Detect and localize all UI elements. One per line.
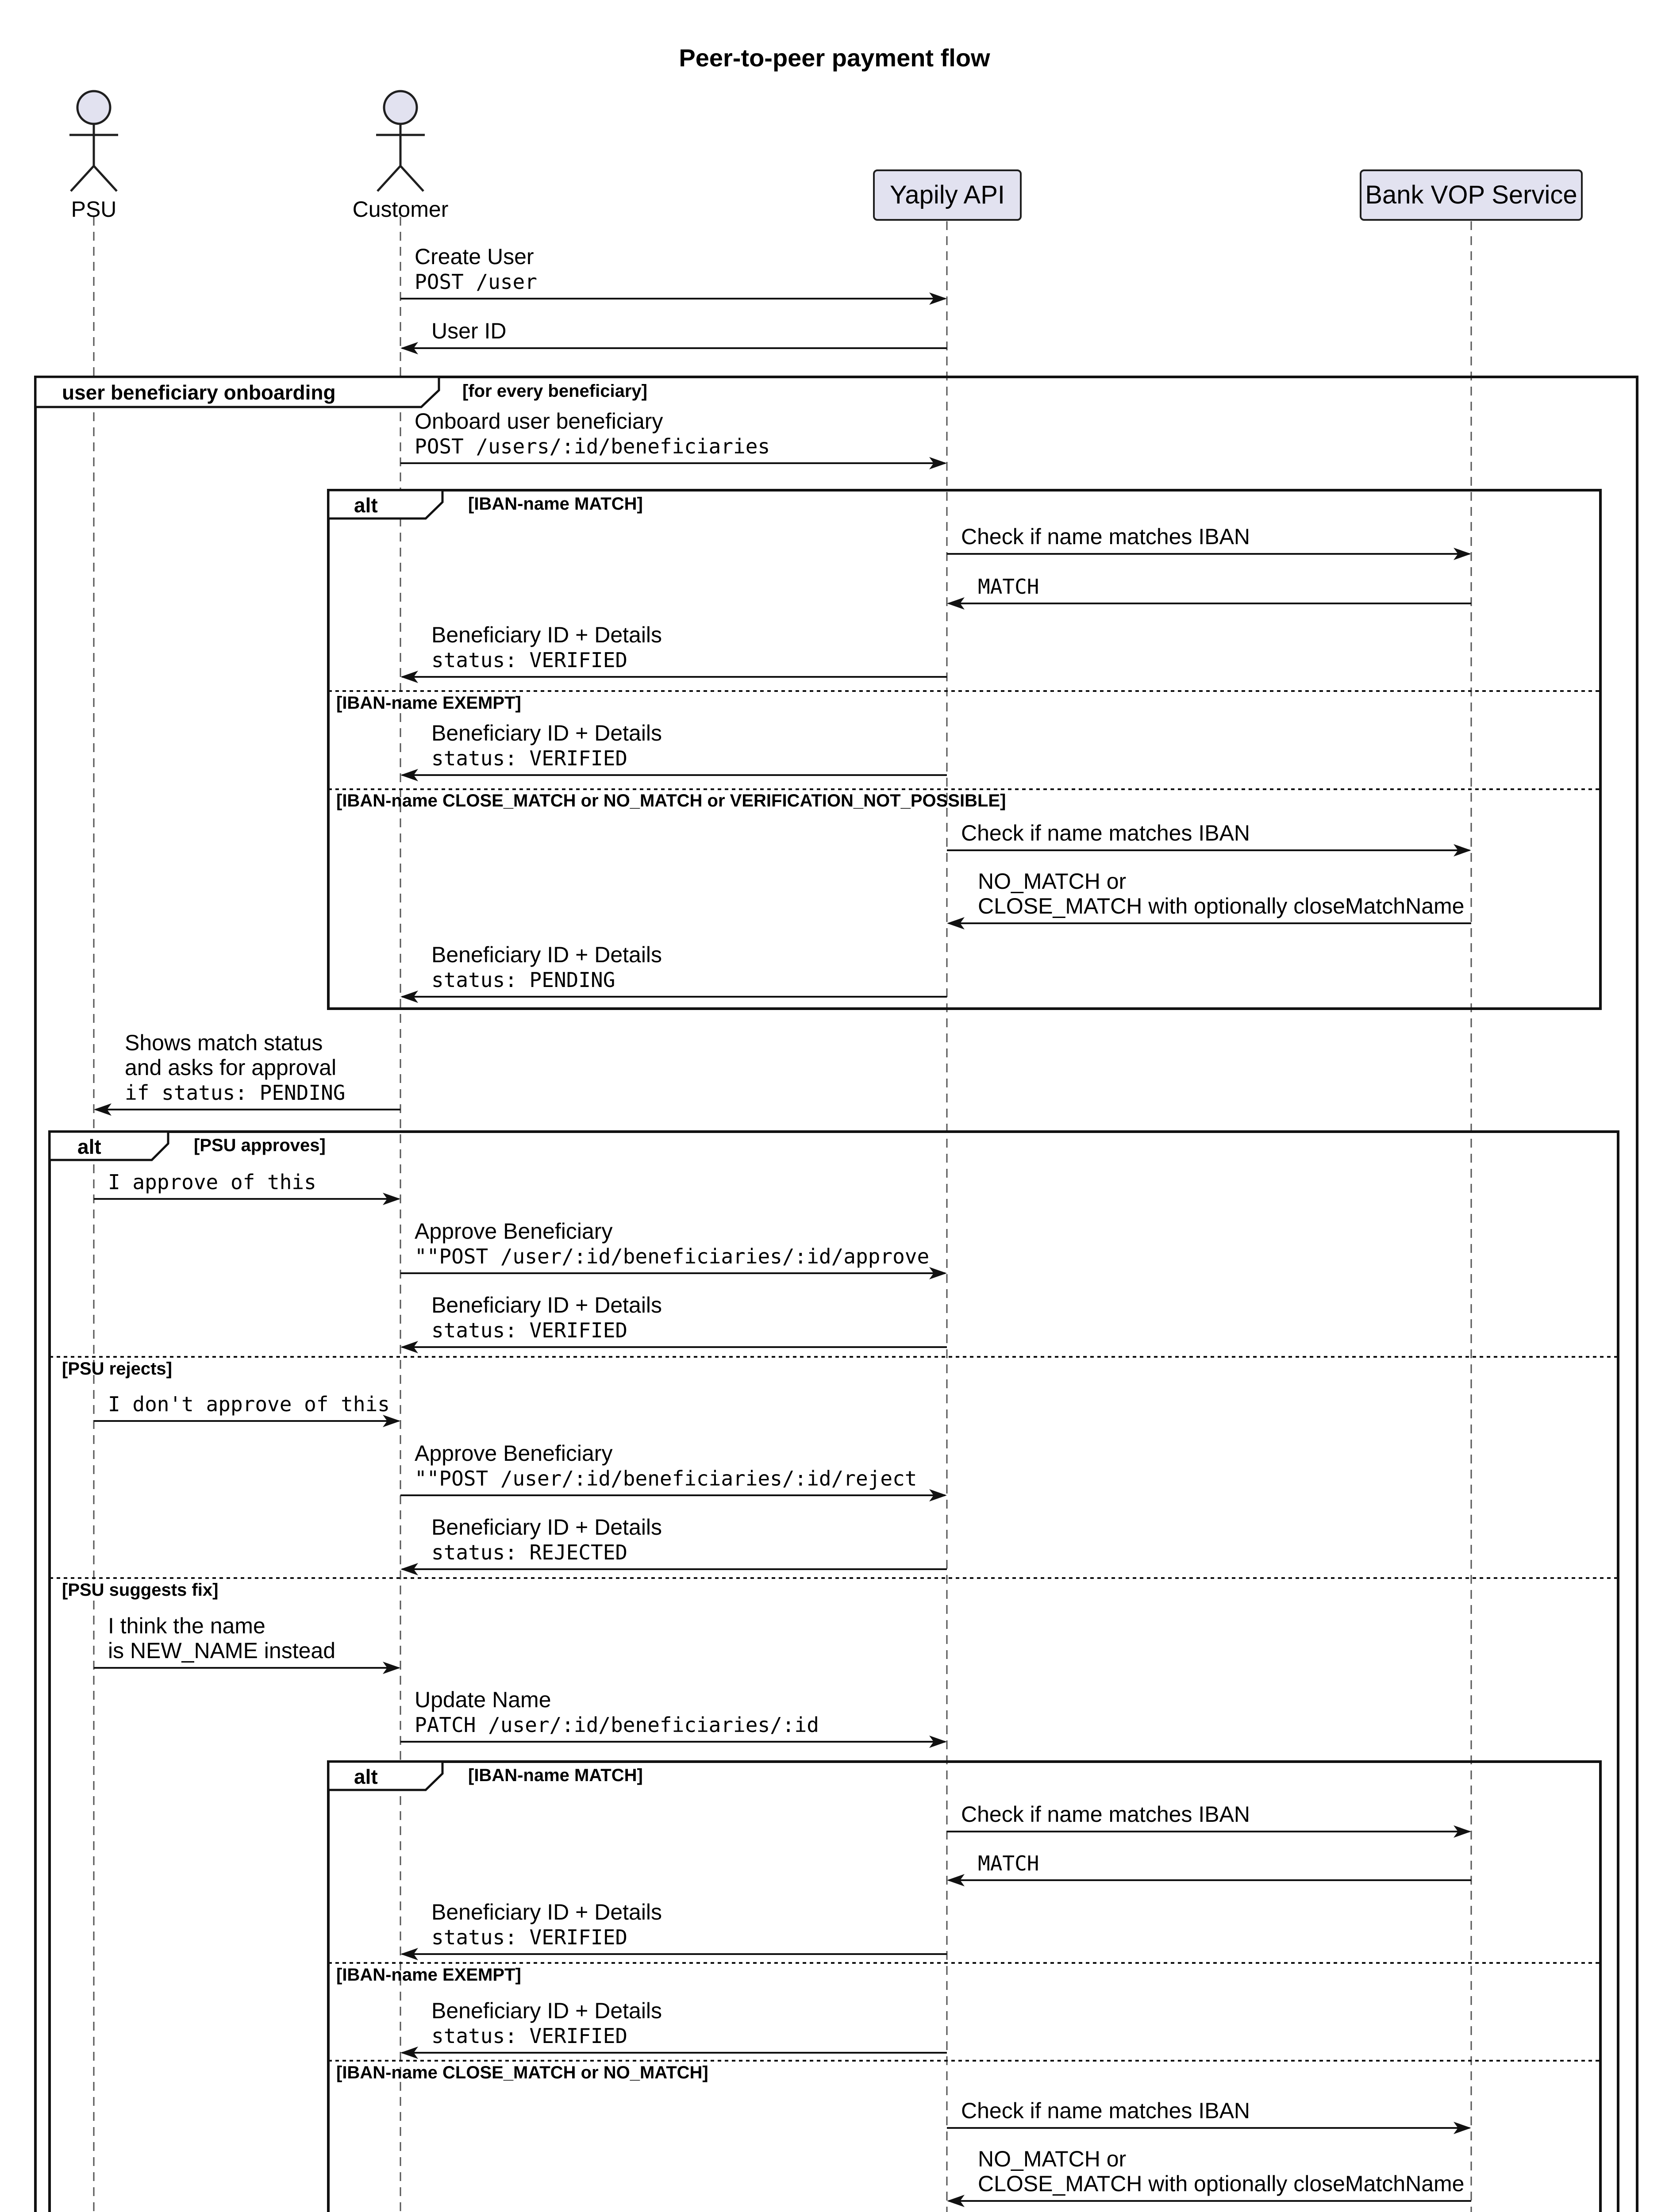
- message-13: [400, 1219, 947, 1279]
- diagram-title: Peer-to-peer payment flow: [679, 44, 990, 72]
- psu-label-top: PSU: [71, 197, 117, 222]
- message-label-line: Approve Beneficiary: [415, 1219, 613, 1244]
- yapily-label-top: Yapily API: [889, 180, 1005, 209]
- message-label-line: and asks for approval: [125, 1055, 337, 1080]
- message-label-line: Check if name matches IBAN: [961, 2098, 1250, 2123]
- alt2-guard-rejects: [PSU rejects]: [62, 1359, 172, 1379]
- message-label-line: Beneficiary ID + Details: [431, 1293, 662, 1317]
- message-label-line: Beneficiary ID + Details: [431, 1998, 662, 2023]
- message-label-line: CLOSE_MATCH with optionally closeMatchName: [978, 894, 1465, 918]
- message-label-line: status: REJECTED: [431, 1540, 628, 1564]
- message-label-line: Approve Beneficiary: [415, 1441, 613, 1466]
- message-label-line: status: VERIFIED: [431, 2024, 628, 2048]
- customer-actor-top: [353, 91, 449, 222]
- message-label-line: I think the name: [108, 1613, 265, 1638]
- message-19: [400, 1687, 947, 1748]
- message-label-line: CLOSE_MATCH with optionally closeMatchName: [978, 2171, 1465, 2196]
- message-16: [400, 1441, 947, 1502]
- group-alt-psu-decision: [50, 1132, 1618, 2212]
- message-label-line: status: PENDING: [431, 968, 615, 992]
- message-label-line: is NEW_NAME instead: [108, 1638, 336, 1663]
- message-label-line: Beneficiary ID + Details: [431, 1515, 662, 1540]
- alt1-guard-close-match: [IBAN-name CLOSE_MATCH or NO_MATCH or VERIFICATION_NOT_POSSIBLE]: [336, 791, 1006, 810]
- group-alt-iban-recheck: [328, 1762, 1600, 2212]
- message-label-line: Check if name matches IBAN: [961, 524, 1250, 549]
- message-14: [400, 1293, 947, 1353]
- message-label-line: User ID: [431, 319, 507, 343]
- yapily-box-top: [874, 170, 1021, 220]
- message-label-line: Shows match status: [125, 1030, 323, 1055]
- message-11: [94, 1030, 400, 1116]
- message-2: [400, 319, 947, 354]
- message-4: [947, 524, 1471, 560]
- message-label-line: MATCH: [978, 1851, 1039, 1875]
- group-onboarding: [35, 377, 1637, 2212]
- alt3-label: alt: [354, 1765, 378, 1788]
- message-6: [400, 622, 947, 683]
- psu-actor-top: [69, 91, 118, 222]
- message-label-line: status: VERIFIED: [431, 746, 628, 770]
- message-20: [947, 1802, 1471, 1838]
- messages-layer: [94, 244, 1471, 2212]
- alt1-guard-exempt: [IBAN-name EXEMPT]: [336, 693, 521, 713]
- onboarding-guard: [for every beneficiary]: [462, 381, 647, 401]
- message-label-line: POST /user: [415, 270, 537, 294]
- message-label-line: Check if name matches IBAN: [961, 1802, 1250, 1827]
- message-22: [400, 1900, 947, 1960]
- message-label-line: NO_MATCH or: [978, 869, 1127, 894]
- alt1-label: alt: [354, 494, 378, 517]
- alt1-guard-match: [IBAN-name MATCH]: [468, 494, 643, 514]
- message-label-line: status: VERIFIED: [431, 1318, 628, 1342]
- bank-box-top: [1361, 170, 1582, 220]
- alt3-guard-close-match: [IBAN-name CLOSE_MATCH or NO_MATCH]: [336, 2063, 708, 2082]
- onboarding-label: user beneficiary onboarding: [62, 381, 336, 404]
- message-3: [400, 409, 947, 469]
- alt2-label: alt: [77, 1135, 101, 1158]
- message-label-line: status: VERIFIED: [431, 1925, 628, 1949]
- message-24: [947, 2098, 1471, 2134]
- message-12: [94, 1170, 400, 1205]
- message-21: [947, 1851, 1471, 1886]
- message-label-line: NO_MATCH or: [978, 2147, 1127, 2171]
- message-label-line: Onboard user beneficiary: [415, 409, 663, 434]
- message-label-line: PATCH /user/:id/beneficiaries/:id: [415, 1713, 819, 1737]
- alt2-guard-approves: [PSU approves]: [194, 1136, 326, 1155]
- message-8: [947, 821, 1471, 856]
- message-1: [400, 244, 947, 305]
- message-label-line: Beneficiary ID + Details: [431, 942, 662, 967]
- message-label-line: I approve of this: [108, 1170, 316, 1194]
- message-label-line: POST /users/:id/beneficiaries: [415, 434, 770, 458]
- message-label-line: Update Name: [415, 1687, 551, 1712]
- message-label-line: status: VERIFIED: [431, 648, 628, 672]
- customer-label-top: Customer: [352, 197, 449, 222]
- alt3-guard-exempt: [IBAN-name EXEMPT]: [336, 1965, 521, 1985]
- message-5: [947, 575, 1471, 610]
- message-17: [400, 1515, 947, 1575]
- message-label-line: Beneficiary ID + Details: [431, 1900, 662, 1924]
- message-label-line: ""POST /user/:id/beneficiaries/:id/approve: [415, 1244, 930, 1268]
- message-label-line: Beneficiary ID + Details: [431, 622, 662, 647]
- message-9: [947, 869, 1471, 929]
- message-label-line: if status: PENDING: [125, 1081, 346, 1105]
- message-label-line: I don't approve of this: [108, 1392, 390, 1416]
- alt2-guard-fix: [PSU suggests fix]: [62, 1580, 219, 1600]
- message-label-line: Check if name matches IBAN: [961, 821, 1250, 845]
- message-label-line: Beneficiary ID + Details: [431, 721, 662, 745]
- bank-label-top: Bank VOP Service: [1365, 180, 1577, 209]
- message-7: [400, 721, 947, 781]
- message-label-line: MATCH: [978, 575, 1039, 599]
- message-23: [400, 1998, 947, 2059]
- message-label-line: ""POST /user/:id/beneficiaries/:id/reject: [415, 1467, 917, 1490]
- alt3-guard-match: [IBAN-name MATCH]: [468, 1766, 643, 1785]
- message-18: [94, 1613, 400, 1674]
- message-25: [947, 2147, 1471, 2207]
- message-10: [400, 942, 947, 1003]
- message-label-line: Create User: [415, 244, 534, 269]
- message-15: [94, 1392, 400, 1427]
